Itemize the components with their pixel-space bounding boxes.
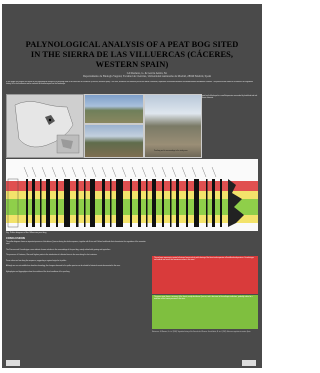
map-graphic	[7, 95, 83, 157]
location-map	[6, 94, 84, 158]
diagram-title: Fig. Pollen diagram of the Villuercas peat bog	[6, 232, 47, 234]
peat-bog-photo	[144, 94, 202, 158]
pollen-diagram	[6, 159, 258, 231]
poster	[2, 4, 262, 368]
landscape-photo-2	[84, 124, 144, 158]
university-logo	[6, 360, 20, 366]
site-description: The sampling site is sited at 1300 m.a.s.l. in the Sierra de las Villuercas. The peat bog is developed in a small depression surrounded by heathland and oak forest remnants.	[202, 94, 258, 99]
footer-logos	[6, 360, 256, 366]
conclusion-item: The pollen diagram shows an important presence of deciduous Quercus during the whole sequence, together with Erica and Calluna heathlands that characterize the vegetation of the mountain area.	[6, 242, 146, 246]
introduction: In this paper we present the results of the palynological analysis of a peat bog sited in the Sierra de las Villuercas (Cáceres, Western Spain). The area, located in the southern part of the Iberian Peninsula, represents a transition between the Mediterranean and Atlantic climates. The pollen record allows to reconstruct the vegetation history of the last millennia and to evaluate the human impact on the landscape.	[6, 81, 253, 86]
red-zone-box: The red zone represents a period of intense human activity with clearing of the forest and expansion of heathland and pastures. Cerealia-type and ruderal taxa reach their maximum values in this zone.	[152, 256, 258, 294]
conclusions-text	[6, 242, 148, 278]
conclusion-item: Although we can not establish an absolute chronology, the changes observed in the pollen spectra can be related to historical events documented in the area.	[6, 266, 121, 268]
references: References: Gil Romera, G. et al. (2006). Vegetation history of the Sierra de las Villuercas. García Antón, M. et al. (2005). Holocene vegetation in western Spain.	[152, 332, 251, 333]
poster-title: PALYNOLOGICAL ANALYSIS OF A PEAT BOG SITED IN THE SIERRA DE LAS VILLUERCAS (CÁCERES, WESTERN SPAIN)	[25, 40, 239, 69]
authors: Gil Romera, G. & García Antón, M.	[126, 72, 168, 75]
green-zone-box: The green zone shows a recovery of the forest, mainly deciduous Quercus, and a decrease of the anthropic indicators, probably related to a reduction of the human pressure in the area.	[152, 295, 258, 329]
conclusion-item: Pinus values are low along the sequence, suggesting a regional origin for its pollen.	[6, 260, 67, 262]
photo-caption: Peat bog and its surroundings in the study area.	[154, 151, 188, 152]
pollen-curves	[6, 159, 258, 231]
conclusions-heading: CONCLUSIONS	[6, 237, 26, 240]
affiliation: Departamento de Biología Vegetal, Facultad de Ciencias, Universidad Autónoma de Madrid, 28049 Madrid, Spain	[82, 75, 212, 79]
conclusion-item: Hydrophytes and hygrophytes show the evolution of the local conditions of the peat bog.	[6, 272, 70, 274]
conclusion-item: The presence of Castanea, Olea and Juglans points to the introduction of cultivated trees in the area during the last centuries.	[6, 255, 98, 257]
landscape-photo-1	[84, 94, 144, 124]
institution-logo	[242, 360, 256, 366]
conclusion-item: The Poaceae and Cerealia-type curves indicate human activities in the surroundings of the peat bog, mainly related with grazing and agriculture.	[6, 249, 111, 251]
authors-block	[62, 72, 232, 79]
